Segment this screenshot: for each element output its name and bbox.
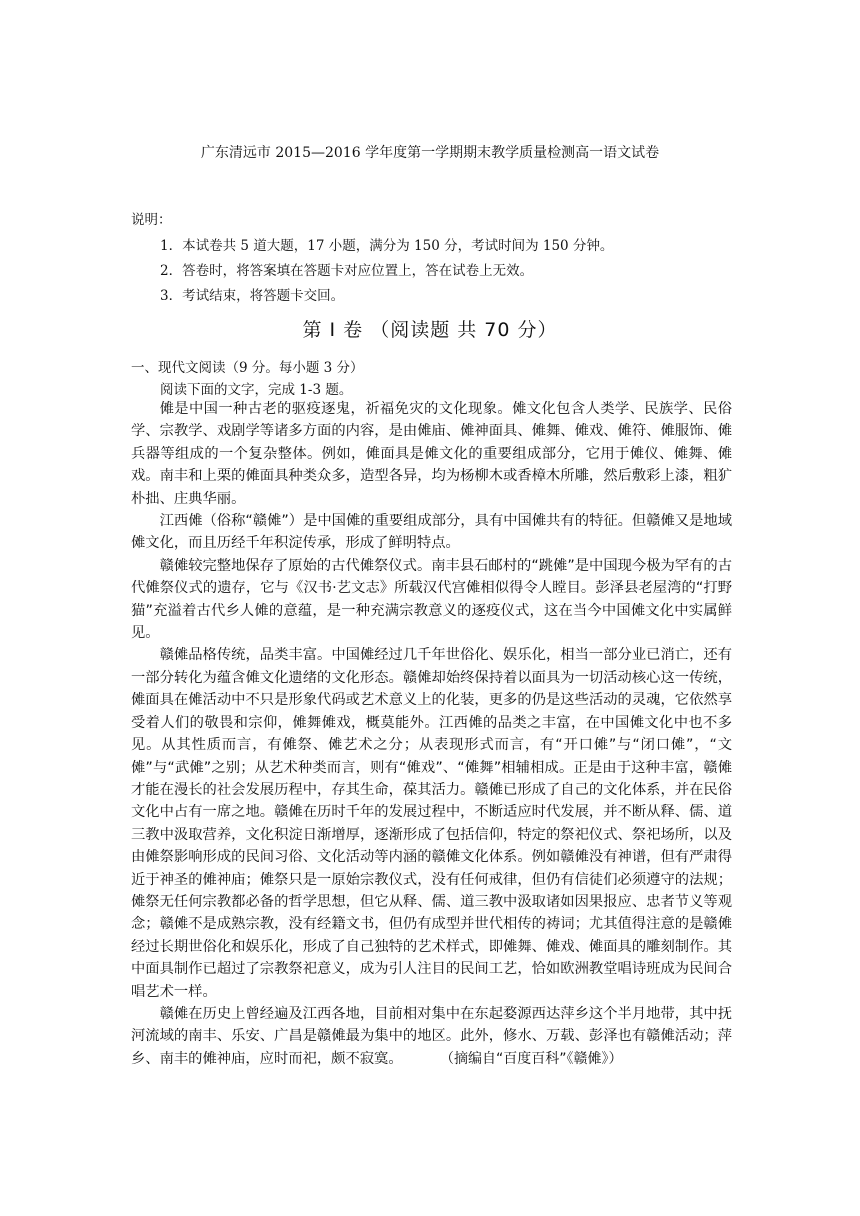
passage-paragraph: 赣傩较完整地保存了原始的古代傩祭仪式。南丰县石邮村的“跳傩”是中国现今极为罕有的古代傩祭仪式的遗存，它与《汉书·艺文志》所载汉代宫傩相似得令人瞠目。彭泽县老屋湾的“打野猫”充溢着古代乡人傩的意蕴，是一种充满宗教意义的逐疫仪式，这在当今中国傩文化中实属鲜见。 [131,557,732,642]
source-citation: （摘编自“百度百科”《赣傩》） [440,1051,623,1067]
reading-passage [131,398,732,1070]
passage-paragraph: 江西傩（俗称“赣傩”）是中国傩的重要组成部分，具有中国傩共有的特征。但赣傩又是地域傩文化，而且历经千年积淀传承，形成了鲜明特点。 [131,513,732,552]
note-item: 2．答卷时，将答案填在答题卡对应位置上，答在试卷上无效。 [160,263,534,279]
part1-instruction: 阅读下面的文字，完成 1-3 题。 [160,382,353,398]
section-heading: 第 I 卷 （阅读题 共 70 分） [302,319,558,341]
part1-heading: 一、现代文阅读（9 分。每小题 3 分） [131,360,364,376]
document-title: 广东清远市 2015—2016 学年度第一学期期末教学质量检测高一语文试卷 [200,145,660,161]
note-item: 1．本试卷共 5 道大题，17 小题，满分为 150 分，考试时间为 150 分钟。 [160,238,614,254]
passage-paragraph: 赣傩在历史上曾经遍及江西各地，目前相对集中在东起婺源西达萍乡这个半月地带，其中抚河流域的南丰、乐安、广昌是赣傩最为集中的地区。此外，修水、万载、彭泽也有赣傩活动；萍乡、南丰的傩神庙，应时而祀，颇不寂寞。 [131,1005,732,1067]
passage-paragraph: 傩是中国一种古老的驱疫逐鬼，祈福免灾的文化现象。傩文化包含人类学、民族学、民俗学、宗教学、戏剧学等诸多方面的内容，是由傩庙、傩神面具、傩舞、傩戏、傩符、傩服饰、傩兵器等组成的一个复杂整体。例如，傩面具是傩文化的重要组成部分，它用于傩仪、傩舞、傩戏。南丰和上栗的傩面具种类众多，造型各异，均为杨柳木或香樟木所雕，然后敷彩上漆，粗犷朴拙、庄典华丽。 [131,401,732,507]
note-item: 3．考试结束，将答题卡交回。 [160,288,345,304]
notes-label: 说明： [131,212,172,228]
passage-paragraph: 赣傩品格传统，品类丰富。中国傩经过几千年世俗化、娱乐化，相当一部分业已消亡，还有一部分转化为蕴含傩文化遗绪的文化形态。赣傩却始终保持着以面具为一切活动核心这一传统，傩面具在傩活动中不只是形象代码或艺术意义上的化装，更多的仍是这些活动的灵魂，它依然享受着人们的敬畏和宗仰，傩舞傩戏，概莫能外。江西傩的品类之丰富，在中国傩文化中也不多见。从其性质而言，有傩祭、傩艺术之分；从表现形式而言，有“开口傩”与“闭口傩”，“文傩”与“武傩”之别；从艺术种类而言，则有“傩戏”、“傩舞”相辅相成。正是由于这种丰富，赣傩才能在漫长的社会发展历程中，存其生命，葆其活力。赣傩已形成了自己的文化体系，并在民俗文化中占有一席之地。赣傩在历时千年的发展过程中，不断适应时代发展，并不断从释、儒、道三教中汲取营养，文化积淀日渐增厚，逐渐形成了包括信仰，特定的祭祀仪式、祭祀场所，以及由傩祭影响形成的民间习俗、文化活动等内涵的赣傩文化体系。例如赣傩没有神谱，但有严肃得近于神圣的傩神庙；傩祭只是一原始宗教仪式，没有任何戒律，但仍有信徒们必须遵守的法规；傩祭无任何宗教都必备的哲学思想，但它从释、儒、道三教中汲取诸如因果报应、忠者节义等观念；赣傩不是成熟宗教，没有经籍文书，但仍有成型并世代相传的祷词；尤其值得注意的是赣傩经过长期世俗化和娱乐化，形成了自己独特的艺术样式，即傩舞、傩戏、傩面具的雕刻制作。其中面具制作已超过了宗教祭祀意义，成为引人注目的民间工艺，恰如欧洲教堂唱诗班成为民间合唱艺术一样。 [131,647,732,1000]
